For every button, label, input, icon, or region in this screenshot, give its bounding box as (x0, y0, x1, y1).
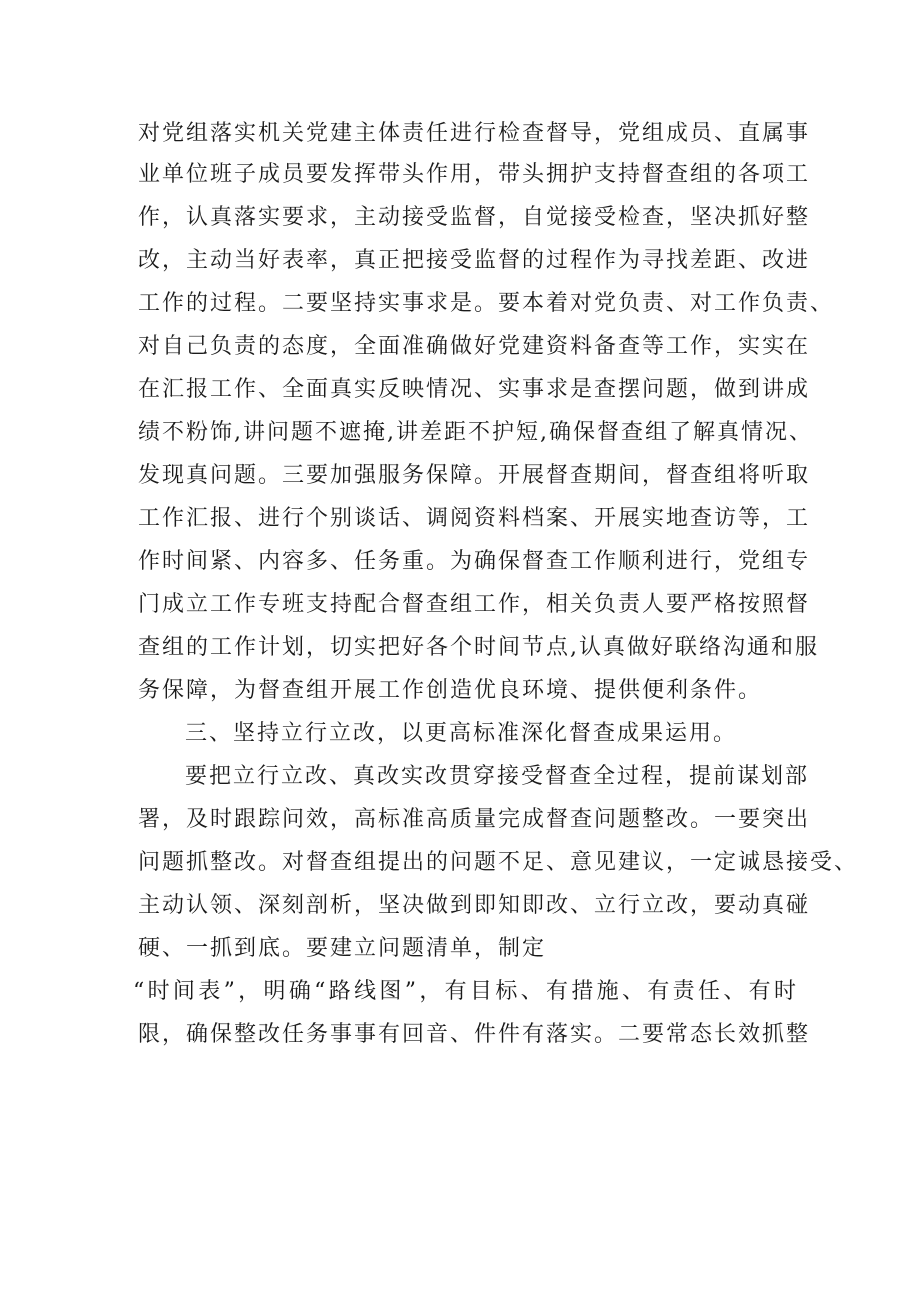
body-text-line: 问题抓整改。对督查组提出的问题不足、意见建议，一定诚恳接受、 (138, 850, 859, 875)
body-text-line: 工作的过程。二要坚持实事求是。要本着对党负责、对工作负责、 (138, 291, 835, 316)
body-text-line: 发现真问题。三要加强服务保障。开展督查期间，督查组将听取 (138, 463, 811, 488)
body-text-line: 工作汇报、进行个别谈话、调阅资料档案、开展实地查访等，工 (138, 506, 811, 531)
body-text-line: 在汇报工作、全面真实反映情况、实事求是查摆问题，做到讲成 (138, 377, 811, 402)
body-text-line: 硬、一抓到底。要建立问题清单，制定 (138, 936, 547, 961)
body-text-line: 限，确保整改任务事事有回音、件件有落实。二要常态长效抓整 (138, 1022, 811, 1047)
body-text-line: 门成立工作专班支持配合督查组工作，相关负责人要严格按照督 (138, 592, 811, 617)
body-text-line: “时间表”，明确“路线图”，有目标、有措施、有责任、有时 (133, 979, 798, 1004)
body-text-line: 业单位班子成员要发挥带头作用，带头拥护支持督查组的各项工 (138, 162, 811, 187)
body-text-line: 主动认领、深刻剖析，坚决做到即知即改、立行立改，要动真碰 (138, 893, 811, 918)
body-text-line: 作时间紧、内容多、任务重。为确保督查工作顺利进行，党组专 (138, 549, 811, 574)
body-text-line: 署，及时跟踪问效，高标准高质量完成督查问题整改。一要突出 (138, 807, 811, 832)
body-text-line: 要把立行立改、真改实改贯穿接受督查全过程，提前谋划部 (185, 764, 810, 789)
body-text-line: 对党组落实机关党建主体责任进行检查督导，党组成员、直属事 (138, 121, 811, 146)
body-text-line: 作，认真落实要求，主动接受监督，自觉接受检查，坚决抓好整 (138, 205, 811, 230)
body-text-line: 绩不粉饰,讲问题不遮掩,讲差距不护短,确保督查组了解真情况、 (138, 420, 813, 445)
body-text-line: 查组的工作计划，切实把好各个时间节点,认真做好联络沟通和服 (138, 635, 819, 660)
body-text-line: 改，主动当好表率，真正把接受监督的过程作为寻找差距、改进 (138, 248, 811, 273)
body-text-line: 务保障，为督查组开展工作创造优良环境、提供便利条件。 (138, 678, 763, 703)
section-heading: 三、坚持立行立改，以更高标准深化督查成果运用。 (185, 721, 738, 746)
body-text-line: 对自己负责的态度，全面准确做好党建资料备查等工作，实实在 (138, 334, 811, 359)
